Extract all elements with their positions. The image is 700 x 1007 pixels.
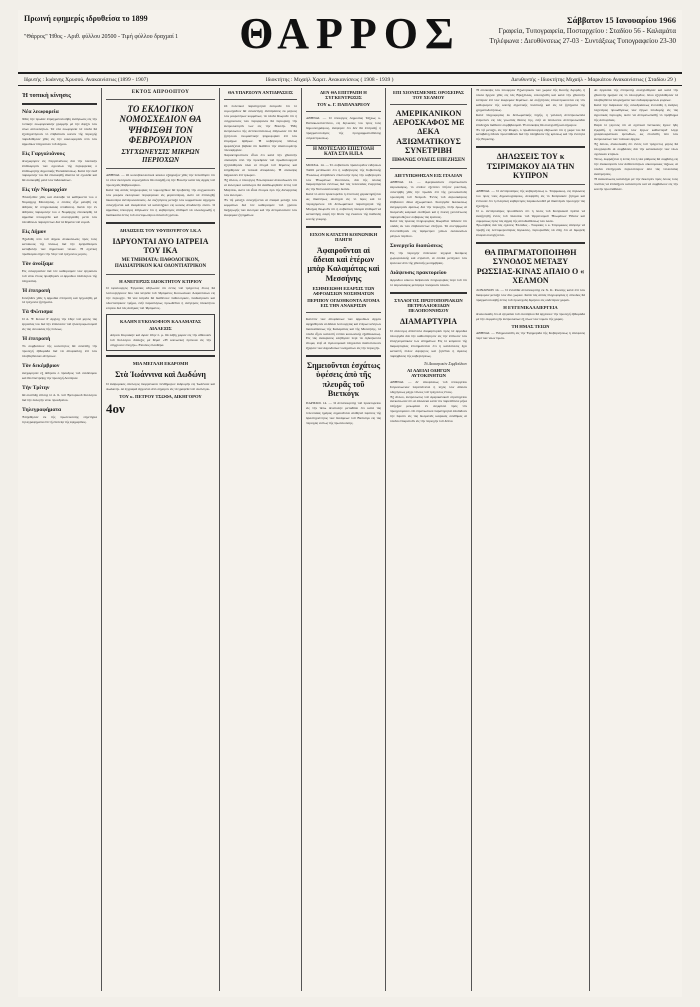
agriculture-text: Ἀνεκοινώθη ὅτι αἱ ἐργασίαι τοῦ συνεδρίου θά ἀρχίσουν τήν προσεχῆ ἑβδομάδα μέ τήν συμμετοχήν ἐκπροσώπων ἐξ ὅλων τῶν νομῶν τῆς χώρας. — [476, 311, 585, 321]
paper-title: ΘΑΡΡΟΣ — [239, 9, 461, 58]
main-dateline: ΑΘΗΝΑΙ. — Οἱ κοινοβουλευτικοί κύκλοι ἐξέφραζον χθές τήν πεποίθησιν ὅτι τό νέον ἐκλογικόν νομοσχέδιον θά εἰσαχθῇ εἰς τήν Βουλήν κατά τάς ἀρχάς τοῦ προσεχοῦς Φεβρουαρίου. — [106, 173, 215, 188]
eec-text-1: Ἡ σύσκεψις τῶν ὑπουργῶν Ἐξωτερικῶν τῶν χωρῶν τῆς Κοινῆς Ἀγορᾶς, ἡ ὁποία ἤρχισε χθές εἰς τάς Βρυξέλλας, ἐσυνεχίσθη καί κατά τήν χθεσινήν ἑσπέραν ἐπί τῶν ἐκκρεμῶν θεμάτων. Αἱ συζητήσεις ἐπικεντρώνονται εἰς τόν καθορισμόν τῆς κοινῆς ἀγροτικῆς πολιτικῆς καί εἰς τά ζητήματα τῆς χρηματοδοτήσεως. — [476, 88, 585, 112]
ika-headline: ΙΔΡΥΟΝΤΑΙ ΔΥΟ ΙΑΤΡΕΙΑ ΤΟΥ ΙΚΑ — [112, 236, 209, 256]
owner-credit: Ιδιοκτήτης : Μιχαήλ Χαριτ. Ανακαινίσεως ( 1908 - 1939 ) — [265, 76, 394, 83]
local-item-text: Ἀνεχώρησεν εἰς Γαργαλιάνους διά τήν τακτικήν ἐπιθεώρησιν τῶν σχολείων τῆς περιφερείας ὁ ἐπιθεωρητής Δημοτικῆς Ἐκπαιδεύσεως. Κατά τήν ἐκεῖ παραμονήν του θά ἐπισκεφθῇ ἅπαντα τά σχολεῖα καί θά συσκεφθῇ μετά τῶν διδασκάλων. — [22, 158, 97, 183]
protest-org: ΣΥΛΛΟΓΟΣ ΠΡΩΤΟΠΟΡΙΑΚΩΝ ΠΕΤΡΕΛΑΙΟΕΙΔΩΝ ΠΕΛΟΠΟΝΝΗΣΟΥ — [394, 297, 463, 313]
column-misc — [590, 88, 682, 991]
main-headline: ΤΟ ΕΚΛΟΓΙΚΟΝ ΝΟΜΟΣΧΕΔΙΟΝ ΘΑ ΨΗΦΙΣΘΗ ΤΟΝ ΦΕΒΡΟΥΑΡΙΟΝ — [119, 104, 202, 146]
misc-text-6: Ἡ ἀνακοίνωσις καταλήγει μέ τήν ἔκκλησιν πρός ὅλους τούς πολίτας νά ἐπιδείξουν κατανόησιν καί νά συμβάλουν εἰς τήν κοινήν προσπάθειαν. — [594, 176, 678, 191]
vietcong-text: ΠΑΡΙΣΙΟΙ. 14. — Ὁ ἀνταποκριτής τοῦ πρακτορείου εἰς τήν Ἄπω Ἀνατολήν μεταδίδει ὅτι κατά τάς τελευταίας ἡμέρας σημειοῦνται αἰσθηταί ὑφέσεις τῆς δραστηριότητος τῶν δυνάμεων τοῦ Βιετκόγκ εἰς τάς περιοχάς νοτίως τῆς πρωτευούσης. — [306, 401, 381, 425]
local-news-head: Ἡ τοπικὴ κίνησις — [22, 92, 71, 99]
box-subtitle: ΔΙΑΛΕΞΙΣ — [149, 325, 172, 331]
local-item-title: Τὴν Τρίτην — [22, 384, 50, 391]
box-text: Αὔριον Κυριακήν καί ὥραν 10ην π. μ. θά λάβῃ χώραν εἰς τήν αἴθουσαν τοῦ Συλλόγου διάλεξις μέ θέμα: «Ἡ κοινωνική πρόνοια εἰς τήν σύγχρονον ἐποχήν». Εἴσοδος ἐλευθέρα. — [110, 332, 211, 347]
vietcong-continued: Ἐξ ἄλλου, ἐκπρόσωπος τοῦ ἀμερικανικοῦ στρατηγείου ἀνεκοίνωσεν ὅτι αἱ ἀπώλειαι κατά τόν παρελθόντα μῆνα ὑπῆρξαν μειωμέναι ἐν συγκρίσει πρός τόν προηγούμενον. Οἱ στρατιωτικοί παρατηρηταί ἀποδίδουν τήν ὕφεσιν εἰς τάς δυσμενεῖς καιρικάς συνθήκας αἱ ὁποῖαι ἐπικρατοῦν εἰς τήν περιοχήν τοῦ δέλτα. — [390, 394, 467, 424]
excursion-headline: Στὰ Ἰωάννινα καὶ Δωδώνη — [115, 369, 206, 379]
protest-signature: Τό Διοικητικόν Συμβούλιον — [423, 360, 467, 366]
ika-text: Ὁ ὑφυπουργός Ἐργασίας ἐδήλωσεν ὅτι ἐντός τοῦ τρέχοντος ἔτους θά λειτουργήσουν δύο νέα ἰατρεῖα τοῦ Ἱδρύματος Κοινωνικῶν Ἀσφαλίσεων εἰς τήν περιοχήν. Τά νέα ἰατρεῖα θά διαθέτουν παθολογικόν, παιδιατρικόν καί ὀδοντιατρικόν τμῆμα, ἐνῷ παραλλήλως προωθεῖται ἡ ἀνέγερσις ἰδιοκτήτου κτιρίου διά τάς ἀνάγκας τοῦ Ἱδρύματος. — [106, 286, 215, 311]
bars-kicker: ΕΙΧΟΝ ΚΑΤΑΣΤΗ ΚΟΙΝΩΝΙΚΗ ΠΛΗΓΗ — [309, 231, 378, 242]
misc-text-3: Παρά τό γεγονός ὅτι αἱ σχετικαί πιστώσεις ἔχουν ἤδη ἐγκριθῆ, ἡ ἐκτέλεσις τῶν ἔργων καθυστερεῖ λόγῳ γραφειοκρατικῶν ἐμποδίων, ὡς ἐτονίσθη ὑπό τῶν ἐκπροσώπων τῶν τοπικῶν ἀρχῶν. — [594, 122, 678, 142]
protest-headline: ΔΙΑΜΑΡΤΥΡΙΑ — [399, 316, 457, 326]
denial-text: Ἁρμόδιοι κύκλοι διέψευσαν πληροφορίας περί τοῦ ὅτι τό ἀεροσκάφος μετέφερε πολεμικόν ὑλικόν. — [390, 278, 467, 287]
vietcong-headline: Σημειοῦνται ἐσχάτως ὑφέσεις ἀπὸ τῆς πλευρᾶς τοῦ Βιετκόγκ — [306, 361, 381, 398]
paper-sheet — [18, 10, 682, 997]
reactions-text-4: Ἐν τῷ μεταξύ συνεχίζονται αἱ ἐπαφαί μεταξύ τῶν κομμάτων διά τόν καθορισμόν τοῦ χρόνου διεξαγωγῆς τῶν ἐκλογῶν καί τήν ἀντιμετώπισιν τῶν ἐκκρεμῶν ζητημάτων. — [224, 197, 297, 217]
main-subhead: ΣΥΓΧΩΝΕΥΣΙΣ ΜΙΚΡΩΝ ΠΕΡΙΟΧΩΝ — [121, 148, 200, 165]
main-kicker: ΕΚΤΟΣ ΑΠΡΟΟΠΤΟΥ — [131, 90, 190, 95]
credits-strip — [18, 73, 682, 86]
misc-text-1: Αἱ ἐργασίαι τῆς ἐπιτροπῆς συνεχίσθησαν καί κατά τήν χθεσινήν ἡμέραν εἰς τό ὑπουργεῖον, ὅπου ἐξητάσθησαν τά ὑποβληθέντα ὑπομνήματα τῶν ἐνδιαφερομένων φορέων. — [594, 88, 678, 102]
issue-date: Σάββατον 15 Ιανουαρίου 1966 — [567, 15, 676, 25]
crash-kicker: ΕΠΙ ΧΙΟΝΙΣΜΕΝΗΣ ΟΡΟΣΕΙΡΑΣ ΤΟΥ ΧΕΛΜΟΥ — [392, 90, 465, 100]
local-item-title: Εἰς Δήμον — [22, 228, 47, 235]
reactions-text-1: Οἱ πολιτικοί παρατηρηταί ἐκτιμοῦν ὅτι τό νομοσχέδιον θά συναντήσῃ ἀντιδράσεις ἐκ μέρους τῶν μικροτέρων κομμάτων, τά ὁποῖα θεωροῦν ὅτι ἡ συγχώνευσις τῶν περιφερειῶν θά περιορίσῃ τήν ἐκπροσώπησίν των εἰς τήν Βουλήν. Ἤδη ἐκπρόσωποι τῆς ἀντιπολιτεύσεως ἐδήλωσαν ὅτι θά ζητήσουν ὀνομαστικήν ψηφοφορίαν ἐπί τῶν ἐπιμάχων ἄρθρων. Ἡ κυβέρνησις πάντως ἐμφανίζεται βεβαία ὅτι διαθέτει τήν ἀπαιτουμένην πλειοψηφίαν. — [224, 104, 297, 153]
local-item-title: Εἰς Γαργαλιάνους — [22, 150, 65, 157]
local-item-text: Συνῆλθεν χθές ἡ ἁρμοδία ἐπιτροπή καί ἠσχολήθη μέ τά τρέχοντα ζητήματα. — [22, 295, 97, 305]
excursion-text: Ὁ ἐκδρομικός σύλλογος διοργανώνει πενθήμερον ἐκδρομήν εἰς Ἰωάννινα καί Δωδώνην. Αἱ ἐγγραφαί ἄρχονται ἀπό σήμερον εἰς τά γραφεῖα τοῦ συλλόγου. — [106, 381, 215, 391]
moscow-text-2: Κατά τό αὐτό πρακτορεῖον ἡ ἐπιστολή χαρακτηρίζεται ὡς ἰδιαιτέρως αὐστηρά εἰς τό ὕφος καί τό περιεχόμενον. Οἱ διπλωματικοί παρατηρηταί τῆς Μόσχας θεωροῦν ὅτι ἡ σοβιετική πλευρά ἐπιθυμεῖ νά καταστήσῃ σαφῆ τήν θέσιν της ἐνώπιον τῆς διεθνοῦς κοινῆς γνώμης. — [306, 192, 381, 221]
crash-subhead: ΠΙΘΑΝΩΣ ΟΥΔΕΙΣ ΕΠΕΖΗΣΕΝ — [392, 157, 465, 163]
denial-sub: Διάψευσις πρακτορείου — [390, 270, 447, 276]
rescue-sub: Συνεργεῖα διασώσεως — [390, 243, 443, 250]
local-item-text: Ἐλήφθησαν ἐκ τῆς πρωτευούσης εὐχετήρια τηλεγραφήματα ἐπί τῇ ἐπετείῳ τῆς ἐφημερίδος. — [22, 414, 97, 424]
issue-line: "Θάρρος" Ήθος - Αριθ. φύλλου 20500 - Τιμή φύλλου δραχμαί 1 — [24, 33, 179, 40]
local-item-text: θά συνέλθῃ ἐπίσης τό Δ. Σ. τοῦ Ἐμπορικοῦ Συλλόγου διά τήν ἐκλογήν νέου προεδρείου. — [22, 392, 97, 402]
local-item-title: Τηλεγραφήματα — [22, 406, 62, 413]
local-item-text: Χθές τήν πρωΐαν ἐπραγματοποιήθη ἐκδήλωσις εἰς τήν τοπικήν λεωφορειακήν γραμμήν μέ τήν ἄφιξιν τῶν νέων αὐτοκινήτων. Τά νέα λεωφορεία τά ὁποῖα θά ἐξυπηρετήσουν τό ἐπιβατικόν κοινόν τῆς περιοχῆς παρεδόθησαν χθές εἰς τήν κυκλοφορίαν ὑπό τῶν ἁρμοδίων ὑπηρεσιῶν τοῦ Δήμου. — [22, 117, 97, 146]
ika-subhead: ΜΕ ΤΜΗΜΑΤΑ: ΠΑΘΟΛΟΓΙΚΟΝ, ΠΑΙΔΙΑΤΡΙΚΟΝ ΚΑΙ ΟΔΟΝΤΙΑΤΡΙΚΟΝ — [114, 258, 207, 270]
summit-text: ΛΟΝΔΙΝΟΝ 14. — Ὁ ἐνταῦθα ἀνταποκριτής ἐκ Χ. Κ. Ρώσσης κατά ἐπί τῶν διαφορῶν μεταξύ τῶν δύο χωρῶν. Κατά τάς αὐτάς πληροφορίας ἡ σύνοδος θά πραγματοποιηθῇ ἐντός τοῦ προσεχοῦς διμήνου εἰς οὐδετέραν χώραν. — [476, 288, 585, 302]
column-main-story — [102, 88, 220, 991]
agriculture-head: Η ΕΥΓΕΝΙΚΑΛΛΙΕΡΓΕΙΑ — [503, 304, 558, 310]
reactions-text-3: Ἐξ ἄλλου, ὁ ὑπουργός Ἐσωτερικῶν ἀνεκοίνωσεν ὅτι αἱ ἐκλογικοί κατάλογοι θά ἀναθεωρηθοῦν ἐντός τοῦ Μαρτίου, ὥστε νά εἶναι ἕτοιμοι πρό τῆς διενεργείας τῶν ἐκλογῶν. — [224, 178, 297, 197]
founder-credit: Ιδρυτής : Ιωάννης Χρυσού. Ανακαινίσεως (1899 - 1907) — [24, 76, 149, 83]
local-item-title: Νέα λεωφορεία — [22, 109, 59, 115]
director-credit: Διευθυντής - Ιδιοκτήτης Μιχαήλ - Μαρκάτου Ανακαινίσεως ( Σταδίου 29 ) — [511, 76, 676, 83]
local-item-text: Τό συμβούλιον τῆς κοινότητος θά συνέλθῃ τήν προσεχῆ ἑβδομάδα διά νά ἀποφασίσῃ ἐπί τῶν ὑποβληθεισῶν αἰτήσεων. — [22, 344, 97, 359]
eec-text-2: Κατά πληροφορίας ἐκ διπλωματικῆς πηγῆς, ἡ γαλλική ἀντιπροσωπεία ἐνέμεινεν εἰς τάς γνωστάς θέσεις της, ἐνῷ αἱ ὑπόλοιποι ἀντιπροσωπεῖαι ἐπέδειξαν διάθεσιν συμβιβασμοῦ. Ἡ σύσκεψις θά συνεχισθῇ καί σήμερον. — [476, 112, 585, 127]
local-item-title: Τὸν ἀνοίξαμε — [22, 260, 54, 267]
cyprus-text-3: Ἐρωτηθείς διά τάς σχέσεις Ἑλλάδος - Τουρκίας ὁ κ. Τσιριμῶκος ἀπέφυγε νά προβῇ εἰς λεπτομερεστέρας δηλώσεις, περιορισθείς νά εἴπῃ ὅτι αἱ διμερεῖς ἐπαφαί συνεχίζονται. — [476, 223, 585, 238]
cyprus-text-1: ΑΘΗΝΑΙ. — Ὁ ἀντιπρόεδρος τῆς κυβερνήσεως κ. Τσιριμῶκος, εἰς δηλώσεις του πρός τούς δημοσιογράφους, ἀνεφέρθη εἰς τό Κυπριακόν ζήτημα καί ἐτόνισεν ὅτι ἡ ἑλληνική κυβέρνησις παρακολουθεῖ μέ ἰδιαιτέραν προσοχήν τάς ἐξελίξεις. — [476, 188, 585, 208]
italy-kicker: ΔΙΕΤΥΠΩΘΗΣΑΝ ΕΙΣ ΙΤΑΛΙΑΝ — [394, 172, 463, 178]
local-item-title: Ἡ ἐπιτροπὴ — [22, 287, 51, 294]
misc-text-4: Ἐξ ἄλλου, ἀνεκοινώθη ὅτι ἐντός τοῦ τρέχοντος μηνός θά ὑπογραφοῦν αἱ συμβάσεις διά τήν κατασκευήν τῶν νέων σχολικῶν κτιρίων. — [594, 142, 678, 157]
eec-text-3: Ἐν τῷ μεταξύ, εἰς τήν Ρώμην, ὁ πρωθυπουργός ἐδήλωσεν ὅτι ἡ χώρα του θά καταβάλῃ πᾶσαν προσπάθειαν διά τήν ὑπέρβασιν τῆς κρίσεως καί τήν ἑνότητα τῆς Εὐρώπης. — [476, 127, 585, 142]
main-text: Κατά τάς αὐτάς πληροφορίας τό νομοσχέδιον θά προβλέπῃ τήν συγχώνευσιν τῶν μικρῶν ἐκλογικῶν περιφερειῶν εἰς μεγαλυτέρας, ὥστε νά ἐπιτευχθῇ δικαιοτέρα ἀντιπροσώπευσις. Αἱ συζητήσεις μεταξύ τῶν κομματικῶν ἀρχηγῶν συνεχίζονται καί ἀναμένεται νά καταλήξουν εἰς κοινῶς ἀποδεκτήν λύσιν. Ὁ ἁρμόδιος ὑπουργός ἐδήλωσεν ὅτι ἡ κυβέρνησις ἐπιθυμεῖ νά ὁλοκληρωθῇ ἡ διαδικασία ἐντός τοῦ συντομωτέρου δυνατοῦ χρόνου. — [106, 188, 215, 217]
local-item-title: Τὰ Φώτισμα — [22, 309, 53, 316]
misc-text-2: Κατά τήν διάρκειαν τῆς συνεδριάσεως ἐτονίσθη ἡ ἀνάγκη ταχυτέρας προωθήσεως τῶν ἔργων ὑποδομῆς εἰς τάς ἀγροτικάς περιοχάς, ὥστε νά ἀντιμετωπισθῇ τό πρόβλημα τῆς ἀστυφιλίας. — [594, 102, 678, 122]
rally-text: ΑΘΗΝΑΙ. — Ὁ ὑπουργός Δημοσίας Τάξεως κ. Παπακωνσταντίνου, εἰς δηλώσεις του πρός τούς δημοσιογράφους, ἀνέφερεν ὅτι δέν θά ἐπιτραπῇ ἡ πραγματοποίησις τῆς προγραμματισθείσης συγκεντρώσεως. — [306, 116, 381, 140]
column-aircraft — [386, 88, 472, 991]
cyprus-headline: ΔΗΛΩΣΕΙΣ ΤΟΥ κ ΤΣΙΡΙΜΩΚΟΥ ΔΙΑ ΤΗΝ ΚΥΠΡΟΝ — [486, 152, 575, 180]
cyprus-text-2: Ὁ κ. ἀντιπρόεδρος προσέθεσεν ὅτι ἡ λύσις τοῦ Κυπριακοῦ πρέπει νά ἀναζητηθῇ ἐντός τοῦ πλαισίου τοῦ Ὀργανισμοῦ Ἡνωμένων Ἐθνῶν καί συμφώνως πρός τάς ἀρχάς τῆς αὐτοδιαθέσεως τῶν λαῶν. — [476, 208, 585, 223]
column-international — [472, 88, 590, 991]
rally-kicker: ΔΕΝ ΘΑ ΕΠΙΤΡΑΠΗ Η ΣΥΓΚΕΝΤΡΩΣΙΣ — [320, 90, 367, 100]
bars-sub-2: ΠΕΡΙΠΟΥ ΟΓΔΟΗΚΟΝΤΑ ΑΤΟΜΑ ΕΙΣ ΤΗΝ ΑΝΑΚΡΙΣΙΝ — [307, 297, 380, 308]
bars-text: Κατόπιν τῶν ἀποφάσεων τῶν ἁρμοδίων ἀρχῶν ἀφῃρέθησαν αἱ ἄδειαι λειτουργίας καί ἑτέρων κέντρων διασκεδάσεως τῆς Καλαμάτας καί τῆς Μεσσήνης, τά ὁποῖα εἶχον καταστῆ ἑστίαι κοινωνικῆς ἐξαθλιώσεως. Εἰς τάς ἀνακρίσεις κλήθησαν περί τά ὀγδοήκοντα ἄτομα, ἐνῷ αἱ ὑγειονομικαί ὑπηρεσίαι διαπιστώνουν ἔξαρσιν τῶν ἀφροδισίων νοσημάτων εἰς τήν περιοχήν. — [306, 316, 381, 351]
offices-line: Γραφεία, Τυπογραφεία, Ποσταρχείου : Σταδίου 56 - Καλαμάτα — [498, 27, 676, 36]
prices-head: ΤΗ ΗΜΑΣ ΤΕΙΩΝ — [511, 323, 550, 329]
summit-headline: ΘΑ ΠΡΑΓΜΑΤΟΠΟΙΗΘΗ ΣΥΝΟΔΟΣ ΜΕΤΑΞΥ ΡΩΣΣΙΑΣ-ΚΙΝΑΣ ΑΠΑΙΟ Ο « ΧΕΛΜΟΝ — [476, 248, 585, 285]
masthead-right — [466, 14, 676, 47]
local-item-text: ἀνεχώρησεν ἐξ Ἀθηνῶν ὁ πρόεδρος τοῦ συνδέσμου καί θά ἐπιστρέψῃ τήν προσεχῆ Δευτέραν. — [22, 371, 97, 380]
licences-text: ΑΘΗΝΑΙ. — Δι' ἀποφάσεως τοῦ ὑπουργείου Συγκοινωνιῶν παρατείνεται ἡ ἰσχύς τῶν ἀδειῶν ὁδηγήσεως μέχρι τέλους τοῦ τρέχοντος ἔτους. — [390, 379, 467, 394]
licences-sub: ΑΙ ΑΔΕΙΑΙ ΟΔΗΓΩΝ ΑΥΤΟΚΙΝΗΤΩΝ — [406, 367, 451, 378]
column-local-news — [18, 88, 102, 991]
rally-person: ΤΟΥ κ. Γ. ΠΑΠΑΝΔΡΕΟΥ — [316, 102, 371, 107]
protest-text: Ὁ σύλλογος ἀπέστειλε διαμαρτυρίαν πρός τά ἁρμόδια ὑπουργεῖα διά τήν καθυστέρησιν εἰς τήν ἐπίλυσιν τῶν ἐπαγγελματικῶν των αἰτημάτων. Εἰς τό κείμενον τῆς διαμαρτυρίας ἐπισημαίνεται ὅτι ἡ κατάστασις ἔχει καταστῆ πλέον ἀφόρητος καί ζητεῖται ἡ ἄμεσος παρέμβασις τῆς κυβερνήσεως. — [390, 329, 467, 358]
local-item-text: Ὁ Δ. Ψ. Κλουέ θ' ἀρχίσῃ τήν 16ην τοῦ μηνός τάς ἐργασίας του διά τήν ἐπέκτασιν τοῦ ἠλεκτροφωτισμοῦ εἰς τάς συνοικίας τῆς πόλεως. — [22, 317, 97, 332]
local-item-text: Ἐπανῆλθεν χθές καί ἀνέλαβε τά καθήκοντά του ὁ Νομάρχης Μεσσηνίας, ὁ ὁποῖος εἶχε μεταβῆ εἰς Ἀθήνας δι' ὑπηρεσιακάς ὑποθέσεις. Κατά τήν ἐν Ἀθήναις παραμονήν του ὁ Νομάρχης ἐπεσκέφθη τά ἁρμόδια ὑπουργεῖα καί συνειργάσθη μετά τῶν ὑπευθύνων παραγόντων διά τά θέματα τοῦ νομοῦ. — [22, 195, 97, 224]
box-title: ΚΑΛΗΝ ΕΥΚΟΛΟΦΙΟΝ ΚΑΛΑΜΑΤΑΣ — [119, 318, 202, 324]
crash-text-1: ΑΘΗΝΑΙ. 14. — Ἀμερικανικόν στρατιωτικόν ἀεροσκάφος, τό ὁποῖον ἐξετέλει πτῆσιν ρουτίνας, συνετρίβη χθές τήν πρωΐαν ἐπί τῆς χιονοσκεποῦς ὀροσειρᾶς τοῦ Χελμοῦ. Ἐντός τοῦ ἀεροσκάφους ἐπέβαινον δέκα ἀξιωματικοί. Συνεργεῖα διασώσεως ἀνεχώρησαν ἀμέσως διά τήν περιοχήν, πλήν ὅμως αἱ δυσμενεῖς καιρικαί συνθῆκαι καί ἡ πυκνή χιονόπτωσις παρεμποδίζουν σοβαρῶς τάς ἐρεύνας. — [390, 179, 467, 219]
founded-line: Πρωινή εφημερίς ιδρυθείσα τo 1899 — [24, 14, 148, 23]
reactions-kicker: ΘΑ ΥΠΑΡΞΟΥΝ ΑΝΤΙΔΡΑΣΕΙΣ — [227, 90, 294, 95]
moscow-kicker: Η ΜΟΤΕΣΛΙΟ ΕΠΙΣΤΟΛΗ ΚΑΤΑ ΣΤΑ Η.Π.Α — [306, 145, 381, 159]
crash-text-2: Κατά τάς πρώτας πληροφορίας θεωρεῖται πιθανόν ὅτι οὐδείς ἐκ τῶν ἐπιβαινόντων ἐπέζησε. Τά συντρίμματα ἐντοπίσθησαν εἰς ὑψόμετρον χιλίων ὀκτακοσίων μέτρων περίπου. — [390, 219, 467, 239]
columns-container — [18, 88, 682, 991]
local-item-text: Ἐξεδόθη ὑπό τοῦ Δήμου ἀνακοίνωσις πρός τούς κατοίκους τῆς πόλεως διά τήν ἐμπρόθεσμον καταβολήν τῶν δημοτικῶν τελῶν. Ἡ σχετική προθεσμία λήγει τήν 31ην τοῦ τρέχοντος μηνός. — [22, 236, 97, 256]
masthead — [18, 10, 682, 73]
phones-line: Τηλέφωνα : Διευθύνσεως 27-03 · Συντάξεως Τυπογραφείου 23-30 — [489, 37, 676, 46]
rescue-text: Εἰς τήν περιοχήν ἔσπευσαν ἰσχυραί δυνάμεις χωροφυλακῆς καί στρατοῦ, αἱ ὁποῖαι μετέχουν τῶν ἐρευνῶν ἀπό τῆς χθεσινῆς μεσημβρίας. — [390, 251, 467, 266]
serial-part-number: 4ον — [106, 400, 125, 416]
local-item-text: Εἰς συνεργασίαν διά τόν καθορισμόν τῶν ἐργασιῶν τοῦ νέου ἔτους προέβησαν οἱ ἁρμόδιοι ὑπάλληλοι τῆς ὑπηρεσίας. — [22, 268, 97, 283]
bars-headline: Ἀφαιροῦνται αἱ ἄδειαι καὶ ἑτέρων μπὰρ Καλαμάτας καὶ Μεσσήνης — [307, 245, 380, 283]
local-item-title: Ἡ ἐπιτροπὴ — [22, 336, 51, 343]
reactions-text-2: Χαρακτηριστικόν εἶναι ὅτι κατά τήν χθεσινήν σύσκεψιν ὑπό τήν προεδρίαν τοῦ πρωθυπουργοῦ ἐξητάσθησαν ὅλαι αἱ πτυχαί τοῦ θέματος καί ἐλήφθησαν αἱ τελικαί ἀποφάσεις. Ἡ σύσκεψις διήρκεσεν ἐπί τρίωρον. — [224, 153, 297, 178]
prices-text: ΑΘΗΝΑΙ. — Ἐδημοσιεύθη εἰς τήν Ἐφημερίδα τῆς Κυβερνήσεως ἡ ἀπόφασις περί τῶν νέων τιμῶν. — [476, 330, 585, 340]
announcement-box — [106, 314, 215, 351]
ika-kicker: ΔΗΛΩΣΕΙΣ ΤΟΥ ΥΦΥΠΟΥΡΓΟΥ Ι.Κ.Α — [119, 227, 202, 233]
column-reactions — [220, 88, 302, 991]
ika-building-sub: Η ΑΝΕΓΕΡΣΙΣ ΙΔΙΟΚΤΗΤΟΥ ΚΤΙΡΙΟΥ — [119, 279, 202, 285]
local-item-title: Εἰς τήν Νομαρχίαν — [22, 187, 67, 194]
crash-headline: ΑΜΕΡΙΚΑΝΙΚΟΝ ΑΕΡΟΣΚΑΦΟΣ ΜΕ ΔΕΚΑ ΑΞΙΩΜΑΤΙΚΟΥΣ ΣΥΝΕΤΡΙΒΗ — [392, 109, 465, 155]
local-item-title: Τὸν δεκέμβριον — [22, 363, 60, 369]
excursion-kicker: ΜΙΑ ΜΕΓΑΛΗ ΕΚΔΡΟΜΗ — [132, 360, 189, 366]
column-politics-bars — [302, 88, 386, 991]
bars-sub-1: ΕΣΗΜΕΙΩΘΗ ΕΞΑΡΣΙΣ ΤΩΝ ΑΦΡΟΔΙΣΙΩΝ ΝΟΣΗΜΑΤΩΝ — [312, 285, 375, 296]
article-byline: ΤΟΥ κ. ΠΕΤΡΟΥ ΤΣΩΦΑ, ΔΙΚΗΓΟΡΟΥ — [119, 393, 202, 399]
misc-text-5: Τέλος, ἐκφράζεται ἡ ἐλπίς ὅτι ἡ νέα ρύθμισις θά συμβάλῃ εἰς τήν ἀνακούφισιν τῶν ἀσθενεστέρων οἰκονομικῶς τάξεων, αἱ ὁποῖαι ἐπλήγησαν περισσότερον ἀπό τάς τελευταίας ἀνατιμήσεις. — [594, 157, 678, 176]
moscow-text-1: ΜΟΣΧΑ. 14. — Τό σοβιετικόν πρακτορεῖον εἰδήσεων ΤΑΣΣ μετέδωσεν ὅτι ἡ κυβέρνησις τῆς Σοβιετικῆς Ἑνώσεως ἀπηύθυνεν ἐπιστολήν πρός τήν κυβέρνησιν τῶν Ἡνωμένων Πολιτειῶν, διά τῆς ὁποίας διαμαρτύρεται ἐντόνως διά τάς τελευταίας ἐνεργείας εἰς τήν Νοτιοανατολικήν Ἀσίαν. — [306, 162, 381, 192]
